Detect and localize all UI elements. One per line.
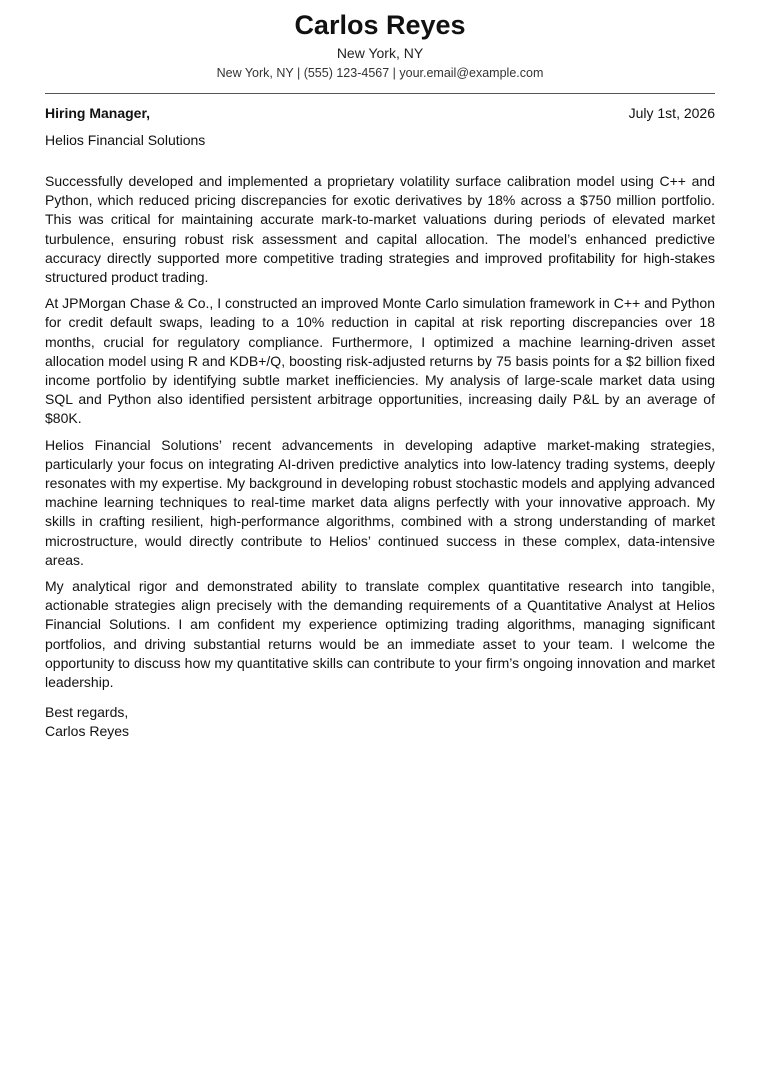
- letter-body: [45, 172, 715, 692]
- recipient-date-row: [45, 104, 715, 123]
- applicant-name: Carlos Reyes: [294, 10, 466, 40]
- recipient-salutation: Hiring Manager,: [45, 105, 151, 121]
- body-paragraph: Helios Financial Solutions’ recent advancements in developing adaptive market-making strategies, particularly your focus on integrating AI-driven predictive analytics into low-latency trading systems, deeply resonates with my expertise. My background in developing robust stochastic models and applying advanced machine learning techniques to real-time market data aligns perfectly with your innovative approach. My skills in crafting resilient, high-performance algorithms, combined with a strong understanding of market microstructure, would directly contribute to Helios’ continued success in these complex, data-intensive areas.: [45, 436, 715, 568]
- signature-name: Carlos Reyes: [45, 723, 130, 740]
- letter-header: [45, 0, 715, 83]
- closing-phrase: Best regards,: [45, 704, 129, 721]
- recipient-company: Helios Financial Solutions: [45, 132, 206, 148]
- header-divider: [45, 93, 715, 94]
- letter-date: July 1st, 2026: [628, 105, 715, 121]
- body-paragraph: At JPMorgan Chase & Co., I constructed an improved Monte Carlo simulation framework in C++ and Python for credit default swaps, leading to a 10% reduction in capital at risk reporting discrepancies over 18 months, crucial for regulatory compliance. Furthermore, I optimized a machine learning-driven asset allocation model using R and KDB+/Q, boosting risk-adjusted returns by 75 basis points for a $2 billion fixed income portfolio by identifying subtle market inefficiencies. My analysis of large-scale market data using SQL and Python also identified persistent arbitrage opportunities, increasing daily P&L by an average of $80K.: [45, 295, 715, 427]
- body-paragraph: Successfully developed and implemented a proprietary volatility surface calibration model using C++ and Python, which reduced pricing discrepancies for exotic derivatives by 18% across a $750 million portfolio. This was critical for maintaining accurate mark-to-market valuations during periods of elevated market turbulence, ensuring robust risk assessment and capital allocation. The model’s enhanced predictive accuracy directly supported more competitive trading strategies and improved profitability for high-stakes structured product trading.: [45, 173, 715, 286]
- contact-line: New York, NY | (555) 123-4567 | your.email@example.com: [216, 66, 544, 80]
- body-paragraph: My analytical rigor and demonstrated ability to translate complex quantitative research into tangible, actionable strategies align precisely with the demanding requirements of a Quantitative Analyst at Helios Financial Solutions. I am confident my experience optimizing trading algorithms, managing significant portfolios, and driving substantial returns would be an immediate asset to your team. I welcome the opportunity to discuss how my quantitative skills can contribute to your firm’s ongoing innovation and market leadership.: [45, 578, 715, 691]
- applicant-location: New York, NY: [336, 45, 424, 61]
- letter-closing: [45, 703, 715, 741]
